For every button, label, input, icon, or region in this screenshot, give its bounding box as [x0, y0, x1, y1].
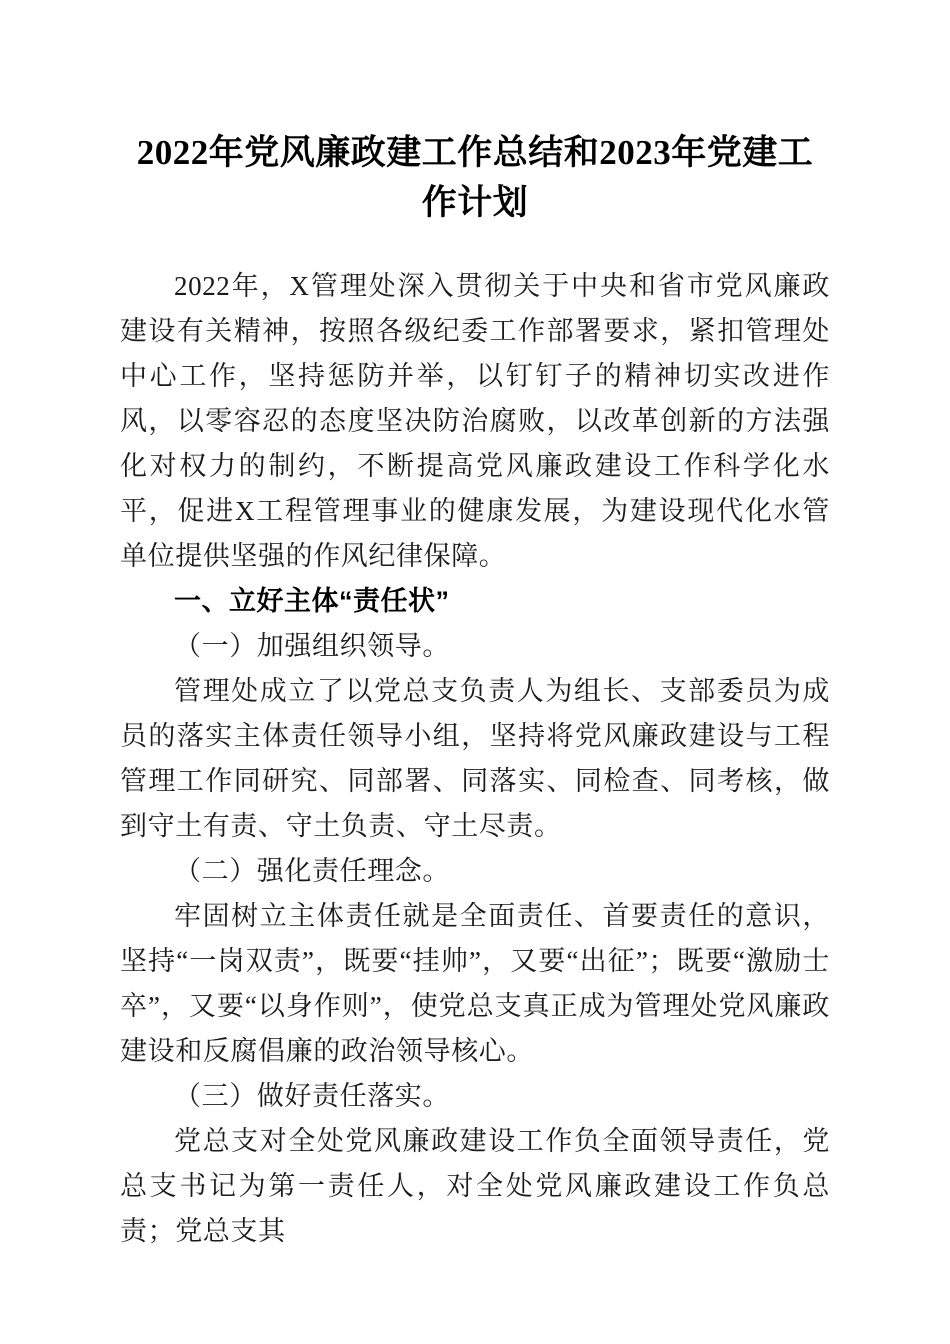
section-heading-1: 一、立好主体“责任状”: [174, 586, 450, 616]
subsection-body-1-3: 党总支对全处党风廉政建设工作负全面领导责任，党总支书记为第一责任人，对全处党风廉政建设工作负总责；党总支其: [120, 1126, 830, 1246]
subsection-body-1-1: 管理处成立了以党总支负责人为组长、支部委员为成员的落实主体责任领导小组，坚持将党风廉政建设与工程管理工作同研究、同部署、同落实、同检查、同考核，做到守土有责、守土负责、守土尽责。: [120, 676, 830, 841]
document-content-column: [120, 0, 830, 1254]
document-body: [120, 228, 830, 1254]
subsection-heading-1-2: （二）强化责任理念。: [174, 856, 450, 886]
subsection-heading-1-3: （三）做好责任落实。: [174, 1081, 450, 1111]
intro-paragraph: 2022年，X管理处深入贯彻关于中央和省市党风廉政建设有关精神，按照各级纪委工作部署要求，紧扣管理处中心工作，坚持惩防并举，以钉钉子的精神切实改进作风，以零容忍的态度坚决防治腐败，以改革创新的方法强化对权力的制约，不断提高党风廉政建设工作科学化水平，促进X工程管理事业的健康发展，为建设现代化水管单位提供坚强的作风纪律保障。: [120, 271, 830, 571]
subsection-heading-1-1: （一）加强组织领导。: [174, 631, 450, 661]
subsection-body-1-2: 牢固树立主体责任就是全面责任、首要责任的意识，坚持“一岗双责”，既要“挂帅”，又要“出征”；既要“激励士卒”，又要“以身作则”，使党总支真正成为管理处党风廉政建设和反腐倡廉的政治领导核心。: [120, 901, 830, 1066]
page-title: 2022年党风廉政建工作总结和2023年党建工作计划: [136, 133, 814, 222]
